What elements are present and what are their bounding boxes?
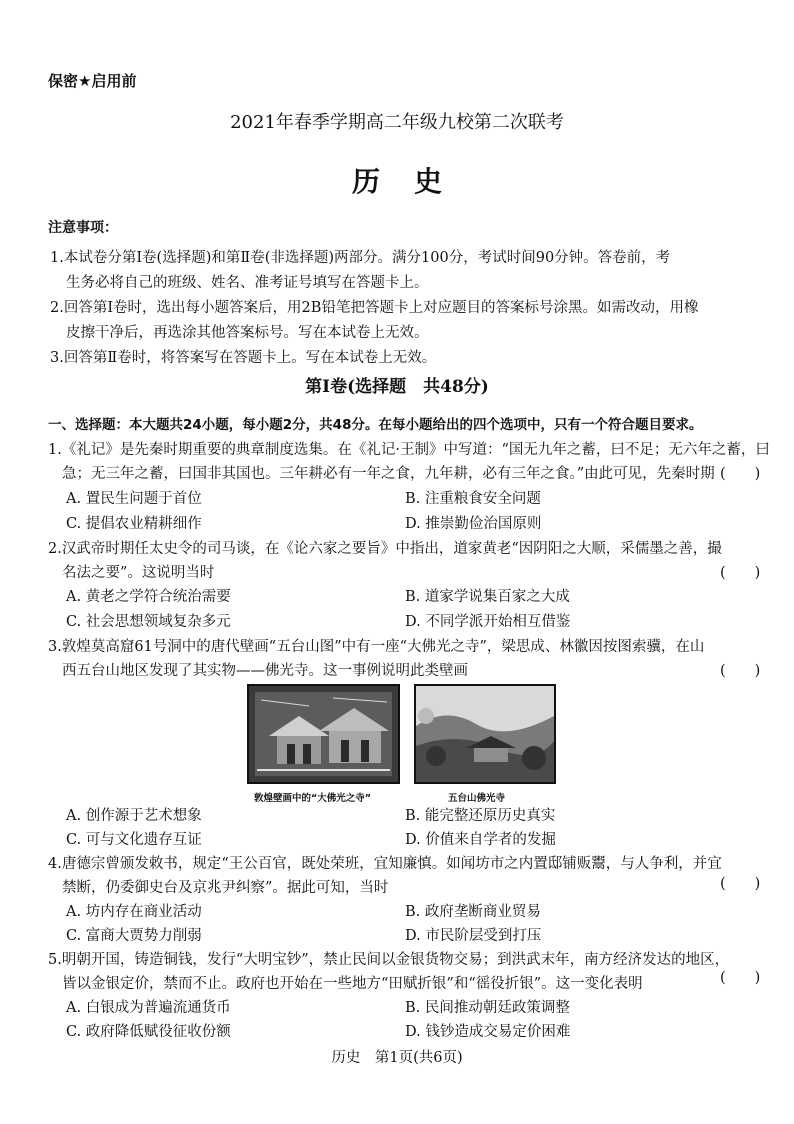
answer-bracket: ( )	[720, 876, 761, 892]
answer-bracket: ( )	[720, 565, 761, 581]
section-intro: 一、选择题：本大题共24小题，每小题2分，共48分。在每小题给出的四个选项中，只有一个符合题目要求。	[48, 417, 703, 433]
question-2-line: 2.汉武帝时期任太史令的司马谈，在《论六家之要旨》中指出，道家黄老“因阴阳之大顺，采儒墨之善，撮	[48, 541, 722, 557]
question-3-option-b: B. 能完整还原历史真实	[405, 808, 556, 824]
temple-caption: 五台山佛光寺	[448, 793, 506, 804]
question-1-option-b: B. 注重粮食安全问题	[405, 491, 541, 507]
question-1-option-c: C. 提倡农业精耕细作	[66, 516, 202, 532]
question-4-line: 4.唐德宗曾颁发敕书，规定“王公百官，既处荣班，宜知廉慎。如闻坊市之内置邸铺贩鬻，与人争利，并宜	[48, 856, 722, 872]
notice-item: 2.回答第Ⅰ卷时，选出每小题答案后，用2B铅笔把答题卡上对应题目的答案标号涂黑。如需改动，用橡	[50, 300, 699, 316]
question-5-option-b: B. 民间推动朝廷政策调整	[405, 1000, 570, 1016]
question-2-option-d: D. 不同学派开始相互借鉴	[405, 614, 571, 630]
question-3-line: 西五台山地区发现了其实物——佛光寺。这一事例说明此类壁画	[62, 663, 468, 679]
question-3-line: 3.敦煌莫高窟61号洞中的唐代壁画“五台山图”中有一座“大佛光之寺”，梁思成、林徽因按图索骥，在山	[48, 639, 705, 655]
mural-drawing	[249, 686, 398, 782]
question-4-option-d: D. 市民阶层受到打压	[405, 928, 542, 944]
question-4-option-a: A. 坊内存在商业活动	[66, 904, 202, 920]
subject-title: 历史	[351, 165, 476, 198]
answer-bracket: ( )	[720, 663, 761, 679]
confidential-mark: 保密★启用前	[48, 72, 137, 90]
notice-item: 3.回答第Ⅱ卷时，将答案写在答题卡上。写在本试卷上无效。	[50, 350, 437, 366]
question-1-line: 急；无三年之蓄，曰国非其国也。三年耕必有一年之食，九年耕，必有三年之食。”由此可见，先秦时期	[62, 466, 715, 482]
mural-caption: 敦煌壁画中的“大佛光之寺”	[254, 793, 371, 804]
question-4-option-b: B. 政府垄断商业贸易	[405, 904, 541, 920]
question-5-line: 5.明朝开国，铸造铜钱，发行“大明宝钞”，禁止民间以金银货物交易；到洪武末年，南方经济发达的地区，	[48, 952, 730, 968]
answer-bracket: ( )	[720, 466, 761, 482]
notice-item: 皮擦干净后，再选涂其他答案标号。写在本试卷上无效。	[66, 325, 429, 341]
question-5-option-a: A. 白银成为普遍流通货币	[66, 1000, 231, 1016]
question-2-line: 名法之要”。这说明当时	[62, 565, 215, 581]
question-5-line: 皆以金银定价，禁而不止。政府也开始在一些地方“田赋折银”和“徭役折银”。这一变化表明	[62, 976, 643, 992]
question-5-option-c: C. 政府降低赋役征收份额	[66, 1024, 231, 1040]
section-title: 第Ⅰ卷(选择题 共48分)	[305, 377, 489, 397]
temple-photo-drawing	[416, 686, 554, 782]
notice-heading: 注意事项：	[48, 220, 118, 236]
question-1-option-a: A. 置民生问题于首位	[66, 491, 202, 507]
question-2-option-b: B. 道家学说集百家之大成	[405, 589, 570, 605]
mural-image	[247, 684, 400, 784]
exam-title: 2021年春季学期高二年级九校第二次联考	[230, 112, 564, 133]
question-3-option-d: D. 价值来自学者的发掘	[405, 832, 556, 848]
notice-item: 1.本试卷分第Ⅰ卷(选择题)和第Ⅱ卷(非选择题)两部分。满分100分，考试时间90分钟。答卷前，考	[50, 250, 671, 266]
question-4-option-c: C. 富商大贾势力削弱	[66, 928, 202, 944]
question-2-option-a: A. 黄老之学符合统治需要	[66, 589, 231, 605]
notice-item: 生务必将自己的班级、姓名、准考证号填写在答题卡上。	[66, 275, 429, 291]
question-2-option-c: C. 社会思想领域复杂多元	[66, 614, 231, 630]
question-4-line: 禁断，仍委御史台及京兆尹纠察”。据此可知，当时	[62, 880, 389, 896]
temple-photo	[414, 684, 556, 784]
question-3-option-a: A. 创作源于艺术想象	[66, 808, 202, 824]
question-5-option-d: D. 钱钞造成交易定价困难	[405, 1024, 571, 1040]
question-3-option-c: C. 可与文化遗存互证	[66, 832, 202, 848]
question-1-option-d: D. 推崇勤俭治国原则	[405, 516, 542, 532]
answer-bracket: ( )	[720, 970, 761, 986]
question-1-line: 1.《礼记》是先秦时期重要的典章制度选集。在《礼记·王制》中写道：“国无九年之蓄，曰不足；无六年之蓄，曰	[48, 442, 770, 458]
page-footer: 历史 第1页(共6页)	[331, 1050, 463, 1066]
